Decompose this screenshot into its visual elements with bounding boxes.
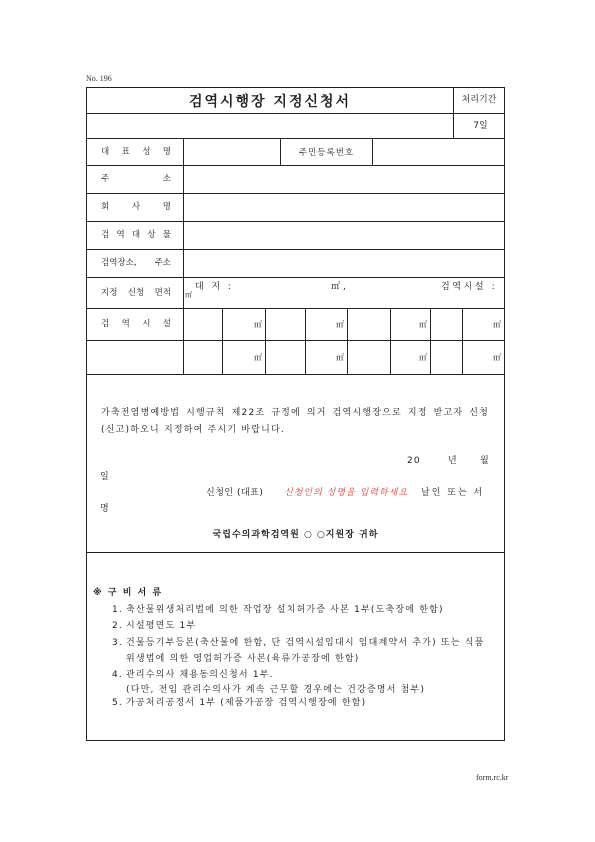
facility-name-field[interactable]	[184, 341, 223, 375]
statement-line: (신고)하오니 지정하여 주시기 바랍니다.	[101, 425, 285, 435]
quarantine-place-label	[87, 250, 184, 278]
facility-name-field[interactable]	[431, 341, 463, 375]
company-name-label	[87, 194, 184, 222]
area-unit: ㎡	[336, 353, 344, 362]
date-year-label: 년	[448, 456, 458, 466]
attachment-number: 5.	[112, 698, 123, 708]
footer-source: form.rc.kr	[476, 773, 509, 782]
area-unit: ㎡	[254, 320, 262, 329]
facility-area-field[interactable]	[391, 309, 431, 341]
attachment-text: 시설평면도 1부	[126, 621, 197, 631]
signature-label-continued: 명	[100, 504, 110, 514]
area-unit: ㎡	[254, 353, 262, 362]
document-number: No. 196	[86, 74, 112, 83]
facility-name-field[interactable]	[348, 309, 391, 341]
attachment-item	[112, 669, 274, 681]
statement-line: 가축전염병예방법 시행규칙 제22조 규정에 의거 검역시행장으로 지정 받고자 신청	[101, 408, 489, 418]
signature-label: 날인 또는 서	[421, 488, 485, 498]
area-unit: ㎡	[336, 320, 344, 329]
facility-name-field[interactable]	[431, 309, 463, 341]
attachment-number: 1.	[112, 605, 123, 615]
quarantine-place-label-text: 검역장소, 주소	[101, 258, 171, 268]
representative-name-field[interactable]	[184, 139, 281, 166]
area-unit: ㎡	[419, 320, 427, 329]
area-unit: ㎡	[419, 353, 427, 362]
designated-area-label-text: 지정 신청 면적	[101, 287, 171, 298]
attachment-text: 관리수의사 채용동의신청서 1부.	[126, 670, 274, 680]
site-area-unit: ㎡,	[331, 282, 349, 292]
attachment-number: 2.	[112, 621, 123, 631]
attachments-section	[87, 553, 505, 741]
facility-area-label: 검역시설 :	[441, 282, 498, 292]
applicant-name-input[interactable]: 신청인의 성명을 입력하세요	[284, 488, 409, 498]
attachment-text: 건물등기부등본(축산물에 한함, 단 검역시설임대시 임대계약서 추가) 또는 식품	[126, 638, 485, 648]
date-year-prefix: 20	[407, 456, 421, 466]
attachments-heading: ※ 구 비 서 류	[93, 588, 163, 598]
facility-area-field[interactable]	[463, 309, 505, 341]
address-label-text: 주 소	[101, 174, 171, 184]
facility-area-field[interactable]	[223, 309, 266, 341]
attachment-item	[112, 637, 485, 649]
facilities-label-text: 검 역 시 설	[101, 319, 171, 329]
quarantine-place-field[interactable]	[184, 250, 505, 278]
processing-period-label-cell	[454, 88, 505, 114]
processing-period-value: 7일	[473, 120, 488, 131]
recipient-line: 국립수의과학검역원 ○ ○지원장 귀하	[212, 530, 379, 540]
facility-name-field[interactable]	[348, 341, 391, 375]
facility-area-field[interactable]	[223, 341, 266, 375]
attachment-text: 가공처리공정서 1부 (제품가공장 검역시행장에 한함)	[126, 698, 367, 708]
attachment-number: 4.	[112, 670, 123, 680]
quarantine-items-label-text: 검 역 대 상 물	[101, 230, 171, 240]
facility-name-field[interactable]	[266, 341, 306, 375]
date-month-label: 월	[480, 456, 490, 466]
designated-area-field[interactable]	[184, 278, 505, 309]
statement-section	[87, 375, 505, 553]
resident-id-label	[281, 139, 373, 166]
form-title: 검역시행장 지정신청서	[188, 93, 352, 110]
facility-name-field[interactable]	[266, 309, 306, 341]
attachment-text-continued: (다만, 전임 관리수의사가 계속 근무할 경우에는 건강증명서 첨부)	[126, 685, 426, 695]
representative-name-label	[87, 139, 184, 166]
company-name-field[interactable]	[184, 194, 505, 222]
title-blank-cell	[87, 114, 454, 139]
attachment-number: 3.	[112, 638, 123, 648]
attachment-item	[112, 620, 196, 632]
address-label	[87, 166, 184, 194]
processing-period-value-cell	[454, 114, 505, 139]
form-title-cell	[87, 88, 454, 114]
facility-area-field[interactable]	[306, 309, 348, 341]
facility-area-unit: ㎡	[185, 291, 192, 299]
attachment-item	[112, 697, 366, 709]
resident-id-label-text: 주민등록번호	[298, 148, 355, 158]
facility-area-field[interactable]	[463, 341, 505, 375]
address-field[interactable]	[184, 166, 505, 194]
attachment-text-continued: 위생법에 의한 영업허가증 사본(육류가공장에 한함)	[126, 654, 360, 664]
facility-area-field[interactable]	[391, 341, 431, 375]
facility-name-field[interactable]	[184, 309, 223, 341]
applicant-label: 신청인 (대표)	[206, 488, 264, 498]
application-form	[86, 87, 505, 741]
quarantine-items-label	[87, 222, 184, 250]
site-area-label: 대 지 :	[195, 282, 234, 292]
quarantine-items-field[interactable]	[184, 222, 505, 250]
company-name-label-text: 회 사 명	[101, 202, 171, 212]
facility-area-field[interactable]	[306, 341, 348, 375]
area-unit: ㎡	[493, 353, 501, 362]
representative-name-label-text: 대 표 성 명	[101, 146, 171, 157]
area-unit: ㎡	[493, 320, 501, 329]
facilities-label	[87, 309, 184, 341]
attachment-text: 축산물위생처리법에 의한 작업장 설치허가증 사본 1부(도축장에 한함)	[126, 605, 444, 615]
attachment-item	[112, 604, 444, 616]
facilities-label-blank	[87, 341, 184, 375]
processing-period-label: 처리기간	[461, 95, 497, 105]
date-day-label: 일	[100, 472, 110, 482]
designated-area-label	[87, 278, 184, 309]
resident-id-field[interactable]	[373, 139, 505, 166]
